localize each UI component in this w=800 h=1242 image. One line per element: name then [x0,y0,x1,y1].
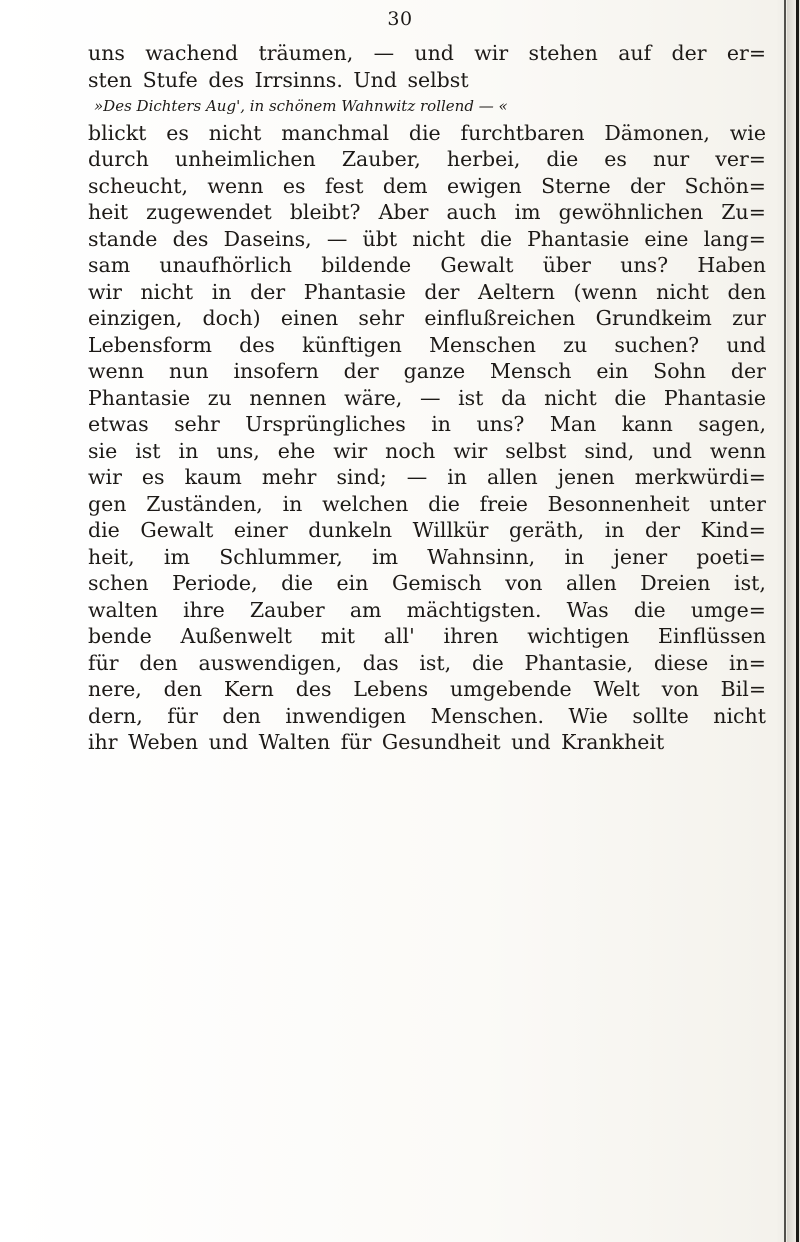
word: nur [653,147,690,171]
word: wir [453,438,488,463]
word: wenn [207,173,264,198]
word: herbei, [446,147,521,171]
text-line [88,279,766,306]
word: ist [135,438,161,463]
word: umge= [690,597,766,622]
word: Phantasie [663,385,766,410]
word: im [514,200,541,224]
word: ganze [403,359,466,383]
word: Welt [593,677,640,701]
word: poeti= [696,544,766,569]
word: Gemisch [392,571,482,595]
page-number: 30 [387,8,413,30]
word: Zauber [249,597,325,622]
word: unheimlichen [174,147,316,171]
text-line [88,438,766,465]
word: all' [383,624,415,648]
word: ist, [419,650,452,675]
text-line [88,385,766,412]
word: im [163,544,190,569]
word: gewöhnlichen [558,200,704,224]
word: sagen, [698,412,766,436]
word: einzigen, [88,306,183,330]
word: Wahnsinn, [427,544,536,569]
word: mächtigsten. [406,597,542,622]
text-line [88,358,766,385]
word: heit, [88,544,135,569]
word: noch [385,438,436,463]
word: ver= [715,147,766,171]
word: es [604,147,627,171]
text-line [88,305,766,332]
word: nennen [249,385,327,410]
word: in [431,412,451,436]
word: wenn [88,359,145,383]
word: selbst [505,438,567,463]
word: unter [709,491,766,516]
word: in [604,518,625,542]
word: ihren [443,624,499,648]
word: Phantasie [527,226,630,251]
text-line: sten Stufe des Irrsinns. Und selbst [88,67,469,92]
word: das [362,650,399,675]
word: Außenwelt [180,624,292,648]
word: die [480,226,512,251]
word: nere, [88,677,142,701]
word: es [141,465,165,489]
text-line [88,650,766,677]
text-line [88,332,766,359]
word: es [166,120,189,145]
word: in [447,465,468,489]
word: wenn [709,438,766,463]
text-line [88,570,766,597]
word: jenen [557,465,615,489]
word: merkwürdi= [634,465,766,489]
text-line [88,517,766,544]
word: ein [336,571,369,595]
word: Menschen [429,332,536,357]
word: sehr [174,412,220,436]
word: heit [88,200,129,224]
word: — [406,465,428,489]
word: ist, [734,571,766,595]
word: nicht [208,120,262,145]
word: für [167,703,198,728]
word: etwas [88,412,149,436]
word: der [644,518,681,542]
word: Einflüssen [658,624,766,648]
word: bleibt? [289,200,361,224]
word: Besonnenheit [547,491,690,516]
text-line [88,252,766,279]
word: wir [88,279,122,304]
word: und [414,41,454,65]
word: Lebensform [88,332,212,357]
word: den [163,677,203,701]
word: Gewalt [140,518,214,542]
word: Lebens [353,677,429,701]
word: die [614,385,647,410]
word: umgebende [449,677,572,701]
word: träumen, [258,41,354,65]
word: ein [596,359,629,383]
word: auf [618,41,652,65]
word: durch [88,147,149,171]
word: und [726,332,766,357]
word: jener [613,544,668,569]
word: Aber [378,200,429,224]
word: wäre, [344,385,403,410]
word: furchtbaren [460,120,585,145]
word: ehe [277,438,316,463]
word: Man [549,412,597,436]
word: Dreien [640,571,711,595]
word: da [501,385,527,410]
word: dem [382,173,428,198]
word: für [88,650,119,675]
word: nicht [544,385,597,410]
word: von [661,677,699,701]
word: den [222,703,261,728]
word: wie [729,120,766,145]
body-text [88,40,766,756]
word: in [564,544,585,569]
word: Bil= [720,677,766,701]
word: wir [333,438,368,463]
word: geräth, [508,518,585,542]
text-line [88,464,766,491]
word: nicht [140,279,194,304]
word: Zu= [721,200,766,224]
word: Was [566,597,609,622]
word: (wenn [573,279,638,304]
word: eine [644,226,689,251]
word: stande [88,226,158,251]
word: am [349,597,382,622]
word: zugewendet [146,200,272,224]
word: uns, [216,438,260,463]
text-line: ihr Weben und Walten für Gesundheit und Krankheit [88,730,665,754]
text-line [88,120,766,147]
text-line [88,676,766,703]
text-line [88,544,766,571]
word: Phantasie, [524,650,634,675]
word: der [630,173,666,198]
word: Daseins, [223,226,312,251]
word: die [428,491,460,516]
word: Sohn [653,359,706,383]
word: über [542,253,591,277]
word: — [419,385,441,410]
quotation-line: »Des Dichters Aug', in schönem Wahnwitz rollend — « [94,97,508,115]
word: Kern [223,677,274,701]
word: einer [233,518,288,542]
word: Schlummer, [219,544,343,569]
word: der [343,359,379,383]
word: blickt [88,120,147,145]
word: der [671,41,707,65]
text-line [88,597,766,624]
word: inwendigen [285,703,407,728]
word: von [505,571,543,595]
word: lang= [703,226,766,251]
text-line [88,173,766,200]
word: übt [362,226,398,251]
word: Zuständen, [146,491,263,516]
word: Phantasie [88,385,191,410]
word: wir [474,41,509,65]
word: des [239,332,275,357]
word: manchmal [281,120,390,145]
word: mit [320,624,355,648]
word: doch) [202,306,261,330]
word: uns? [476,412,525,436]
word: ewigen [446,173,522,198]
text-line [88,623,766,650]
word: einflußreichen [424,306,576,330]
word: Willkür [412,518,489,542]
word: Grundkeim [595,306,712,330]
word: Menschen. [430,703,545,728]
word: der [424,279,460,304]
word: zur [732,306,766,330]
word: uns? [620,253,669,277]
word: der [730,359,766,383]
word: zu [207,385,232,410]
word: nun [168,359,209,383]
word: — [373,41,395,65]
word: Mensch [489,359,572,383]
word: Phantasie [303,279,406,304]
word: er= [726,41,766,65]
text-line [88,411,766,438]
word: allen [487,465,538,489]
word: suchen? [614,332,700,357]
word: mehr [261,465,317,489]
word: in [282,491,303,516]
word: sollte [632,703,689,728]
word: gen [88,491,127,516]
word: ist [458,385,484,410]
word: die [546,147,579,171]
word: die [408,120,441,145]
word: Gewalt [440,253,514,277]
text-line [88,199,766,226]
word: in= [729,650,766,675]
text-line [88,491,766,518]
word: kaum [184,465,242,489]
word: sie [88,438,118,463]
word: den [139,650,178,675]
word: Sterne [541,173,611,198]
word: uns [88,41,125,65]
word: fest [324,173,364,198]
word: sind; [336,465,387,489]
word: diese [653,650,709,675]
word: die [471,650,504,675]
word: sam [88,253,131,277]
word: wachend [145,41,239,65]
word: bende [88,624,152,648]
word: Periode, [172,571,258,595]
word: es [282,173,306,198]
word: kann [621,412,673,436]
word: wir [88,465,122,489]
word: des [172,226,209,251]
text-line [88,226,766,253]
word: nicht [656,279,709,304]
word: Aeltern [478,279,555,304]
word: bildende [321,253,412,277]
word: sehr [358,306,405,330]
word: nicht [713,703,766,728]
word: — [326,226,348,251]
word: welchen [322,491,409,516]
word: dunkeln [308,518,393,542]
word: auch [446,200,497,224]
word: die [88,518,120,542]
word: stehen [528,41,598,65]
word: dern, [88,703,143,728]
word: einen [280,306,339,330]
word: ihre [183,597,225,622]
word: des [295,677,332,701]
word: künftigen [302,332,402,357]
word: der [250,279,286,304]
page-edge-line [784,0,786,1242]
text-line [88,40,766,67]
word: scheucht, [88,173,188,198]
word: walten [88,597,158,622]
word: Kind= [700,518,766,542]
word: Zauber, [341,147,421,171]
page-outer-edge [796,0,799,1242]
text-line [88,703,766,730]
word: sind, [584,438,635,463]
word: den [727,279,766,304]
word: im [372,544,399,569]
word: allen [565,571,617,595]
word: nicht [412,226,465,251]
word: in [178,438,199,463]
word: die [633,597,666,622]
word: zu [563,332,588,357]
page-edge-shadow [787,0,796,1242]
word: Haben [697,253,766,277]
word: wichtigen [527,624,630,648]
word: Wie [568,703,608,728]
word: freie [479,491,528,516]
text-line [88,146,766,173]
word: unaufhörlich [159,253,292,277]
word: Dämonen, [604,120,710,145]
word: Ursprüngliches [245,412,406,436]
word: Schön= [684,173,766,198]
word: schen [88,571,149,595]
word: in [211,279,232,304]
word: die [281,571,313,595]
word: auswendigen, [198,650,343,675]
word: und [652,438,692,463]
word: insofern [233,359,319,383]
